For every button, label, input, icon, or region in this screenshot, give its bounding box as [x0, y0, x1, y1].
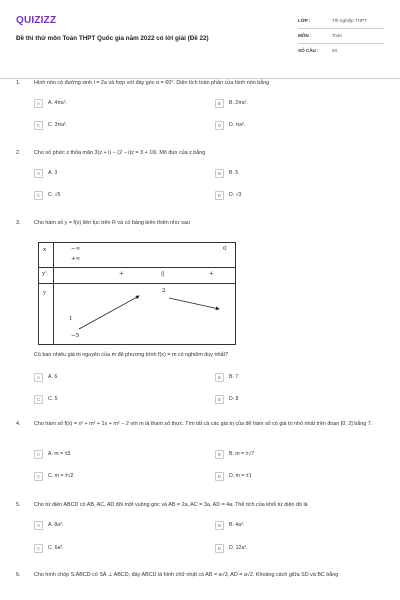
option-text: B. m = ±√7: [229, 450, 255, 457]
option-a[interactable]: [34, 521, 63, 530]
meta-label: LỚP :: [298, 17, 311, 23]
question-number: 6.: [16, 572, 21, 578]
option-letter-box: A: [34, 373, 43, 382]
option-c[interactable]: [34, 544, 64, 553]
meta-value: 50: [332, 48, 338, 54]
option-letter-box: B: [215, 169, 224, 178]
option-text: C. 6a³.: [48, 544, 64, 551]
option-letter-box: A: [34, 99, 43, 108]
option-a[interactable]: [34, 373, 57, 382]
option-b[interactable]: [215, 450, 254, 459]
option-text: B. 5: [229, 169, 239, 176]
question-number: 2.: [16, 150, 21, 156]
option-letter-box: B: [215, 373, 224, 382]
option-letter-box: C: [34, 472, 43, 481]
option-a[interactable]: [34, 450, 70, 459]
option-d[interactable]: [215, 472, 252, 481]
meta-row-class: [298, 14, 384, 29]
option-letter-box: D: [215, 191, 224, 200]
meta-label: SỐ CÂU :: [298, 48, 319, 54]
question-number: 4.: [16, 421, 21, 427]
option-text: D. 12a³.: [229, 544, 248, 551]
question-text: Cho hàm số y = f(x) liên tục trên R và có bảng biến thiên như sau: [34, 220, 190, 226]
option-letter-box: D: [215, 121, 224, 130]
y-mid-value: 1: [69, 316, 73, 322]
option-letter-box: A: [34, 450, 43, 459]
option-text: A. 3: [48, 169, 58, 176]
question-text: Cho hàm số f(x) = x³ + m² + 1x + m² − 2 với m là tham số thực. Tìm tất cả các giá trị của để hàm số có giá trị nhỏ nhất trên đoạn [0; 2] bằng 7.: [34, 421, 373, 427]
option-letter-box: D: [215, 544, 224, 553]
option-text: A. 4πa².: [48, 99, 67, 106]
option-text: B. 2πa².: [229, 99, 248, 106]
option-text: A. m = ±3: [48, 450, 71, 457]
sign-double-bar: ||: [161, 271, 165, 277]
x-left-top: −∞: [71, 246, 81, 252]
option-text: C. m = ±√2: [48, 472, 74, 479]
option-a[interactable]: [34, 169, 57, 178]
option-c[interactable]: [34, 472, 73, 481]
yprime-label: y': [42, 271, 47, 277]
meta-table: [298, 14, 384, 59]
option-text: D. m = ±1: [229, 472, 252, 479]
header: [16, 14, 388, 76]
option-text: C. 5: [48, 395, 58, 402]
header-divider: [0, 78, 400, 79]
option-text: D. πa².: [229, 121, 246, 128]
option-text: C. 3πa².: [48, 121, 68, 128]
option-text: B. 4a³.: [229, 521, 245, 528]
increasing-arrow-right: [169, 298, 219, 309]
y-bottom-value: −5: [71, 333, 80, 339]
option-text: C. √5: [48, 191, 61, 198]
option-letter-box: D: [215, 472, 224, 481]
quizizz-logo: QUIZIZZ: [16, 15, 57, 26]
option-d[interactable]: [215, 121, 245, 130]
option-d[interactable]: [215, 191, 241, 200]
variation-table: [38, 242, 236, 345]
document-title: Đề thi thử môn Toán THPT Quốc gia năm 2022 có lời giải (Đề 22): [16, 35, 209, 42]
meta-value: Toán: [332, 32, 342, 38]
option-b[interactable]: [215, 373, 238, 382]
option-text: A. 6: [48, 373, 58, 380]
variation-arrows: [39, 243, 237, 346]
option-c[interactable]: [34, 121, 67, 130]
option-b[interactable]: [215, 169, 238, 178]
x-left-bottom: +∞: [71, 256, 81, 262]
option-c[interactable]: [34, 191, 60, 200]
option-letter-box: A: [34, 169, 43, 178]
meta-row-count: [298, 44, 384, 59]
question-number: 5.: [16, 502, 21, 508]
option-letter-box: A: [34, 521, 43, 530]
y-label: y: [43, 290, 47, 296]
option-letter-box: B: [215, 450, 224, 459]
option-b[interactable]: [215, 99, 248, 108]
meta-row-subject: [298, 29, 384, 44]
meta-value: Tốt nghiệp THPT: [332, 17, 367, 23]
option-letter-box: C: [34, 191, 43, 200]
x-label: x: [43, 247, 47, 253]
question-text: Cho tứ diện ABCD có AB, AC, AD đôi một vuông góc và AB = 2a, AC = 3a, AD = 4a. Thể tích của khối tứ diện đó là: [34, 502, 308, 508]
meta-label: MÔN :: [298, 32, 312, 38]
option-a[interactable]: [34, 99, 67, 108]
question-number: 1.: [16, 80, 21, 86]
option-letter-box: C: [34, 544, 43, 553]
option-letter-box: B: [215, 521, 224, 530]
question-text: Cho số phức z thỏa mãn 3(z + i) − (2 − i)z = 3 + 10i. Mô đun của z bằng: [34, 150, 206, 156]
option-text: B. 7: [229, 373, 239, 380]
increasing-arrow: [79, 296, 139, 329]
option-letter-box: C: [34, 121, 43, 130]
option-c[interactable]: [34, 395, 58, 404]
x-right: 0: [223, 246, 227, 252]
option-text: A. 8a³.: [48, 521, 64, 528]
question-text: Cho hình chóp S.ABCD có SA ⊥ ABCD, đáy ABCD là hình chữ nhật có AB = a√3, AD = a√2. Khoảng cách giữa SD và BC bằng: [34, 572, 339, 578]
option-letter-box: D: [215, 395, 224, 404]
question-number: 3.: [16, 220, 21, 226]
option-text: D. 8: [229, 395, 239, 402]
question-text: Hình nón có đường sinh l = 2a và hợp với đáy góc α = 60°. Diện tích toàn phần của hình nón bằng: [34, 80, 270, 86]
option-d[interactable]: [215, 395, 239, 404]
option-letter-box: C: [34, 395, 43, 404]
sign-plus-2: +: [209, 271, 214, 277]
option-d[interactable]: [215, 544, 247, 553]
option-b[interactable]: [215, 521, 244, 530]
y-top-value: 2: [162, 288, 166, 294]
question-followup-text: Có bao nhiêu giá trị nguyên của m để phương trình f(x) = m có nghiệm duy nhất?: [34, 352, 228, 358]
option-letter-box: B: [215, 99, 224, 108]
option-text: D. √3: [229, 191, 242, 198]
sign-plus-1: +: [119, 271, 124, 277]
